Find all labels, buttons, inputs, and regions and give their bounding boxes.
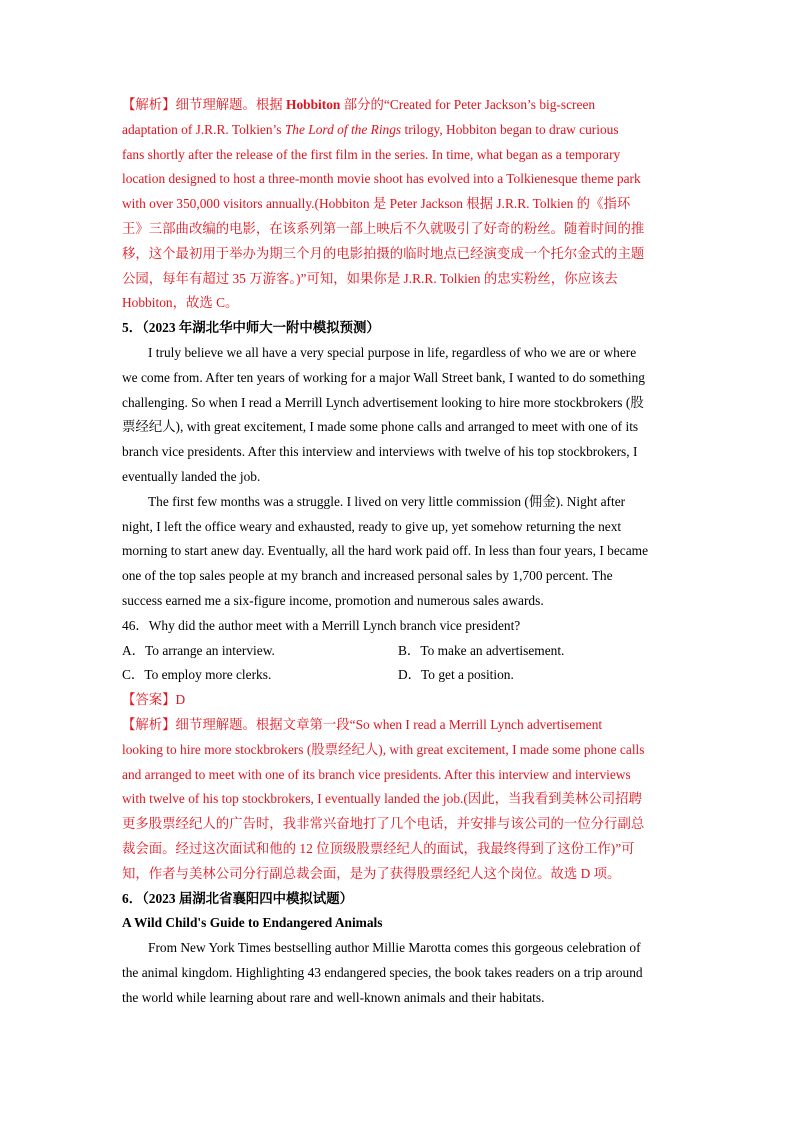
passage-line: we come from. After ten years of working for a major Wall Street bank, I wanted to do something [122,369,645,385]
options-row [122,639,682,664]
question-heading: 6．（2023 届湖北省襄阳四中模拟试题） [122,890,353,906]
analysis-line: 【解析】细节理解题。根据 Hobbiton 部分的“Created for Peter Jackson’s big-screen [122,97,596,112]
passage-line: The first few months was a struggle. I lived on very little commission (佣金). Night after [148,493,626,509]
analysis-line: location designed to host a three-month movie shoot has evolved into a Tolkienesque theme park [122,171,641,187]
passage-line: From New York Times bestselling author Millie Marotta comes this gorgeous celebration of [148,940,641,956]
analysis-tag: 【解析】 [122,97,176,112]
analysis-line: Hobbiton，故选 C。 [122,295,239,311]
analysis-line: with twelve of his top stockbrokers, I eventually landed the job.(因此，当我看到美林公司招聘 [122,791,642,807]
passage-line: challenging. So when I read a Merrill Lynch advertisement looking to hire more stockbrokers (股 [122,394,644,410]
analysis-line: 更多股票经纪人的广告时，我非常兴奋地打了几个电话，并安排与该公司的一位分行副总 [122,816,645,832]
option-c: C．To employ more clerks. [122,667,272,683]
passage-line: morning to start anew day. Eventually, all the hard work paid off. In less than four years, I became [122,543,649,559]
answer-line: 【答案】D [122,692,186,708]
analysis-line: fans shortly after the release of the first film in the series. In time, what began as a temporary [122,146,621,162]
passage-line: 票经纪人), with great excitement, I made some phone calls and arranged to meet with one of its [122,419,639,435]
analysis-line: adaptation of J.R.R. Tolkien’s The Lord of the Rings trilogy, Hobbiton began to draw curious [122,121,619,137]
option-d: D．To get a position. [398,667,514,683]
passage-line: night, I left the office weary and exhausted, ready to give up, yet somehow returning the next [122,518,622,534]
keyword-hobbiton: Hobbiton [286,97,341,112]
passage-line: success earned me a six-figure income, promotion and numerous sales awards. [122,592,544,608]
passage-title: A Wild Child's Guide to Endangered Animals [122,915,383,931]
passage-line: the world while learning about rare and well-known animals and their habitats. [122,989,545,1005]
book-title: The Lord of the Rings [284,121,402,137]
document-page [122,93,682,1010]
analysis-line: and arranged to meet with one of its branch vice presidents. After this interview and interviews [122,766,631,782]
question-text: 46．Why did the author meet with a Merrill Lynch branch vice president? [122,617,521,633]
passage-line: I truly believe we all have a very special purpose in life, regardless of who we are or where [148,344,637,360]
analysis-line: with over 350,000 visitors annually.(Hobbiton 是 Peter Jackson 根据 J.R.R. Tolkien 的《指环 [122,196,631,212]
option-a: A．To arrange an interview. [122,642,275,658]
analysis-line: 公园，每年有超过 35 万游客。)”可知，如果你是 J.R.R. Tolkien 的忠实粉丝，你应该去 [122,270,618,286]
passage-line: branch vice presidents. After this interview and interviews with twelve of his top stockbrokers, I [122,444,638,460]
analysis-line: 王》三部曲改编的电影，在该系列第一部上映后不久就吸引了好奇的粉丝。随着时间的推 [122,220,645,236]
analysis-line: 知，作者与美林公司分行副总裁会面，是为了获得股票经纪人这个岗位。故选 D 项。 [122,865,621,881]
question-heading: 5．（2023 年湖北华中师大一附中模拟预测） [122,320,380,336]
passage-line: the animal kingdom. Highlighting 43 endangered species, the book takes readers on a trip around [122,964,643,980]
passage-line: one of the top sales people at my branch and increased personal sales by 1,700 percent. The [122,568,613,584]
option-b: B．To make an advertisement. [398,642,565,658]
options-row [122,663,682,688]
analysis-line: 【解析】细节理解题。根据文章第一段“So when I read a Merrill Lynch advertisement [122,716,603,732]
analysis-line: 移，这个最初用于举办为期三个月的电影拍摄的临时地点已经演变成一个托尔金式的主题 [122,245,645,261]
analysis-line: 裁会面。经过这次面试和他的 12 位顶级股票经纪人的面试，我最终得到了这份工作)”可 [122,840,635,856]
analysis-line: looking to hire more stockbrokers (股票经纪人), with great excitement, I made some phone calls [122,741,645,757]
passage-line: eventually landed the job. [122,468,261,484]
